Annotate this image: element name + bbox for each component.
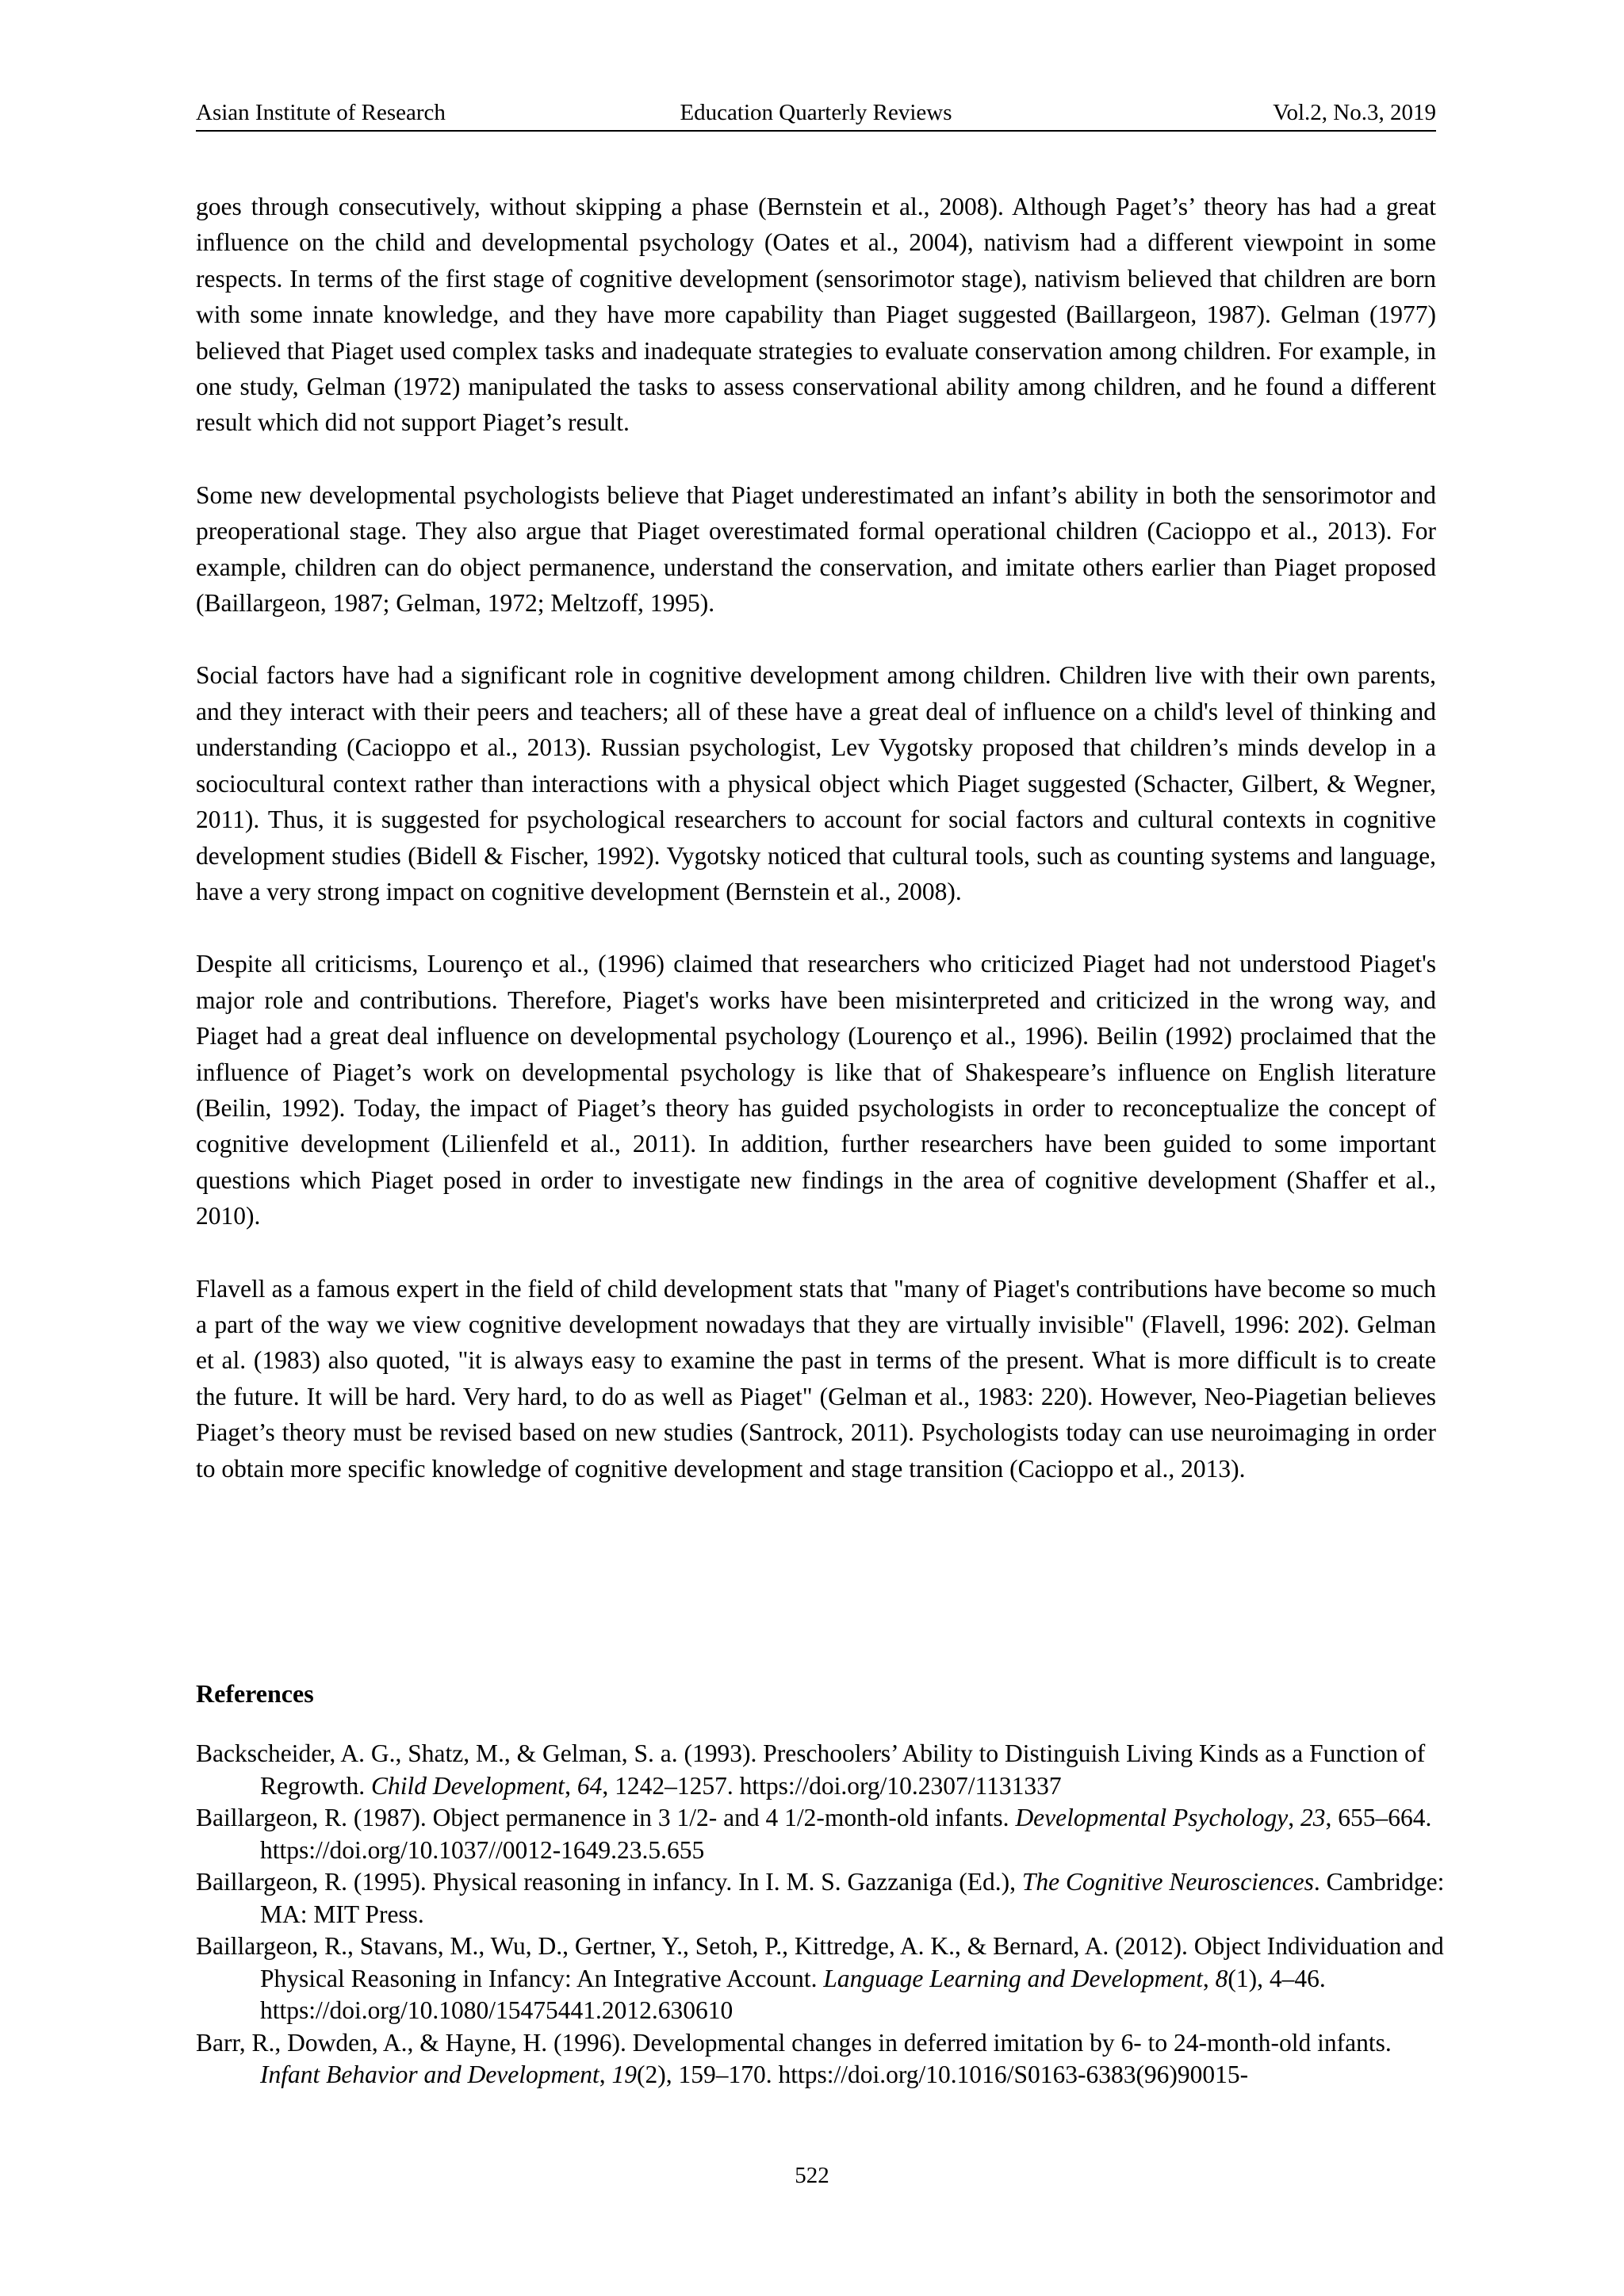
reference-entry: Barr, R., Dowden, A., & Hayne, H. (1996). Developmental changes in deferred imitation by 6- to 24-month-old infants. Infant Behavior and Development, 19(2), 159–170. https://doi.org/10.1016/S0163-6383(96)90015- xyxy=(196,2028,1392,2088)
paragraph: Some new developmental psychologists believe that Piaget underestimated an infant’s ability in both the sensorimotor and preoperational stage. They also argue that Piaget overestimated formal operational children (Cacioppo et al., 2013). For example, children can do object permanence, understand the conservation, and imitate others earlier than Piaget proposed (Baillargeon, 1987; Gelman, 1972; Meltzoff, 1995). xyxy=(196,480,1436,618)
paragraph: Social factors have had a significant role in cognitive development among children. Children live with their own parents, and they interact with their peers and teachers; all of these have a great deal of influence on a child's level of thinking and understanding (Cacioppo et al., 2013). Russian psychologist, Lev Vygotsky proposed that children’s minds develop in a sociocultural context rather than interactions with a physical object which Piaget suggested (Schacter, Gilbert, & Wegner, 2011). Thus, it is suggested for psychological researchers to account for social factors and cultural contexts in cognitive development studies (Bidell & Fischer, 1992). Vygotsky noticed that cultural tools, such as counting systems and language, have a very strong impact on cognitive development (Bernstein et al., 2008). xyxy=(196,661,1436,905)
body-text xyxy=(196,189,1436,1523)
reference-volume: 64 xyxy=(576,1771,603,1800)
reference-volume: 19 xyxy=(611,2061,638,2088)
header-journal-title: Education Quarterly Reviews xyxy=(680,100,952,125)
references-heading: References xyxy=(196,1679,314,1708)
paragraph: Flavell as a famous expert in the field of child development stats that "many of Piaget's contributions have become so much a part of the way we view cognitive development nowadays that they are virtually invisible" (Flavell, 1996: 202). Gelman et al. (1983) also quoted, "it is always easy to examine the past in terms of the present. What is more difficult is to create the future. It will be hard. Very hard, to do as well as Piaget" (Gelman et al., 1983: 220). However, Neo-Piagetian believes Piaget’s theory must be revised based on new studies (Santrock, 2011). Psychologists today can use neuroimaging in order to obtain more specific knowledge of cognitive development and stage transition (Cacioppo et al., 2013). xyxy=(196,1274,1436,1483)
header-volume-issue: Vol.2, No.3, 2019 xyxy=(1273,100,1436,125)
reference-journal-title: Infant Behavior and Development xyxy=(260,2061,599,2088)
header-publisher: Asian Institute of Research xyxy=(196,100,446,125)
reference-entry: Backscheider, A. G., Shatz, M., & Gelman, S. a. (1993). Preschoolers’ Ability to Distinguish Living Kinds as a Function of Regrowth. Child Development, 64, 1242–1257. https://doi.org/10.2307/1131337 xyxy=(196,1739,1426,1800)
reference-journal-title: Language Learning and Development xyxy=(823,1964,1203,1992)
page-number: 522 xyxy=(795,2163,829,2188)
reference-journal-title: Developmental Psychology xyxy=(1015,1804,1289,1831)
reference-entry: Baillargeon, R., Stavans, M., Wu, D., Gertner, Y., Setoh, P., Kittredge, A. K., & Bernard, A. (2012). Object Individuation and Physical Reasoning in Infancy: An Integrative Account. Language Learning and Development, 8(1), 4–46. https://doi.org/10.1080/15475441.2012.630610 xyxy=(196,1932,1444,2024)
reference-list xyxy=(196,1738,1457,2091)
reference-volume: 8 xyxy=(1215,1964,1228,1992)
paragraph: goes through consecutively, without skipping a phase (Bernstein et al., 2008). Although Paget’s’ theory has had a great influence on the child and developmental psychology (Oates et al., 2004), nativism had a different viewpoint in some respects. In terms of the first stage of cognitive development (sensorimotor stage), nativism believed that children are born with some innate knowledge, and they have more capability than Piaget suggested (Baillargeon, 1987). Gelman (1977) believed that Piaget used complex tasks and inadequate strategies to evaluate conservation among children. For example, in one study, Gelman (1972) manipulated the tasks to assess conservational ability among children, and he found a different result which did not support Piaget’s result. xyxy=(196,193,1436,437)
paragraph: Despite all criticisms, Lourenço et al., (1996) claimed that researchers who criticized Piaget had not understood Piaget's major role and contributions. Therefore, Piaget's works have been misinterpreted and criticized in the wrong way, and Piaget had a great deal influence on developmental psychology (Lourenço et al., 1996). Beilin (1992) proclaimed that the influence of Piaget’s work on developmental psychology is like that of Shakespeare’s influence on English literature (Beilin, 1992). Today, the impact of Piaget’s theory has guided psychologists in order to reconceptualize the concept of cognitive development (Lilienfeld et al., 2011). In addition, further researchers have been guided to some important questions which Piaget posed in order to investigate new findings in the area of cognitive development (Shaffer et al., 2010). xyxy=(196,950,1436,1230)
running-header xyxy=(196,98,1436,132)
reference-book-title: The Cognitive Neurosciences xyxy=(1021,1868,1314,1896)
reference-journal-title: Child Development xyxy=(370,1771,565,1800)
reference-entry: Baillargeon, R. (1987). Object permanence in 3 1/2- and 4 1/2-month-old infants. Developmental Psychology, 23, 655–664. https://doi.org/10.1037//0012-1649.23.5.655 xyxy=(196,1804,1432,1864)
reference-volume: 23 xyxy=(1300,1804,1326,1831)
reference-entry: Baillargeon, R. (1995). Physical reasoning in infancy. In I. M. S. Gazzaniga (Ed.), The Cognitive Neurosciences. Cambridge: MA: MIT Press. xyxy=(196,1868,1445,1928)
